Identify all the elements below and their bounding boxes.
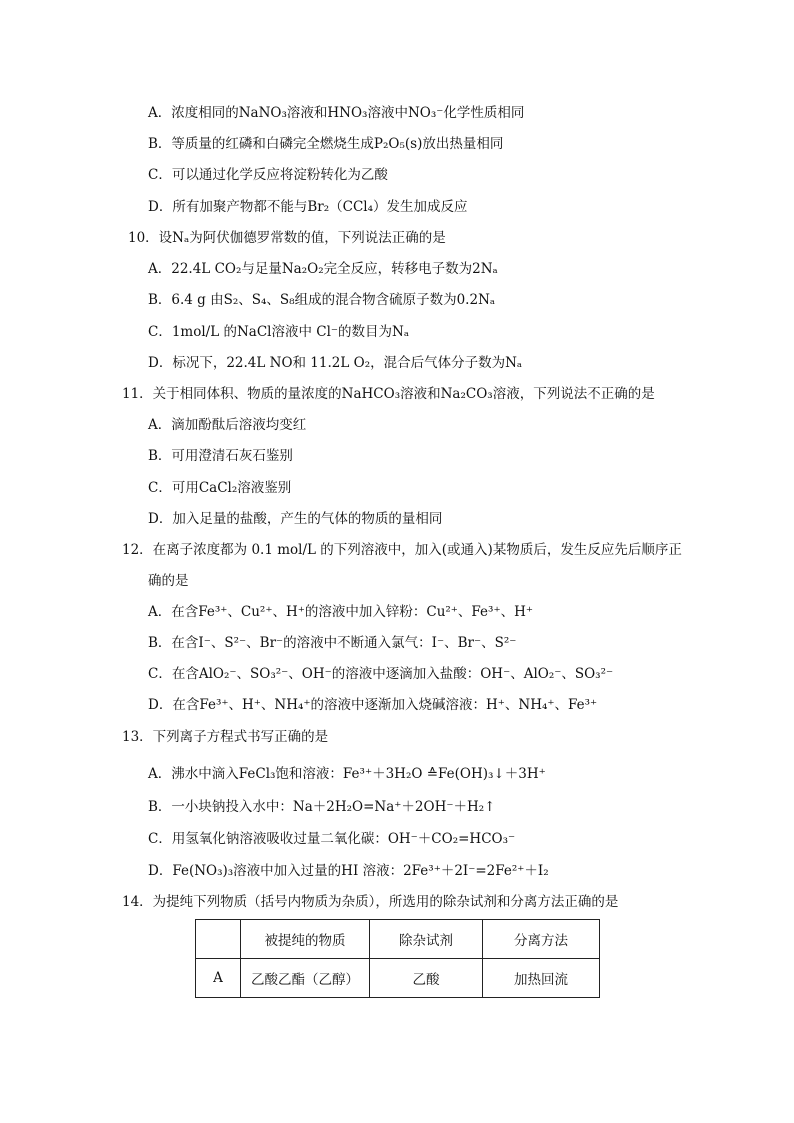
q12-option-b: B．在含I⁻、S²⁻、Br⁻的溶液中不断通入氯气：I⁻、Br⁻、S²⁻ — [148, 635, 517, 651]
q11-stem: 11．关于相同体积、物质的量浓度的NaHCO₃溶液和Na₂CO₃溶液，下列说法不正确的是 — [122, 386, 655, 402]
q9-option-d: D．所有加聚产物都不能与Br₂（CCl₄）发生加成反应 — [148, 199, 468, 215]
q10-option-a: A．22.4L CO₂与足量Na₂O₂完全反应，转移电子数为2Nₐ — [148, 261, 498, 277]
q11-option-b: B．可用澄清石灰石鉴别 — [148, 448, 293, 464]
q14-stem: 14．为提纯下列物质（括号内物质为杂质），所选用的除杂试剂和分离方法正确的是 — [122, 894, 619, 910]
table-header-cell: 分离方法 — [483, 920, 600, 959]
table-cell: 乙酸乙酯（乙醇） — [241, 959, 370, 998]
q12-stem: 12．在离子浓度都为 0.1 mol/L 的下列溶液中，加入(或通入)某物质后，发生反应先后顺序正 — [122, 542, 682, 558]
table-cell: 乙酸 — [370, 959, 483, 998]
q13-option-a: A．沸水中滴入FeCl₃饱和溶液：Fe³⁺＋3H₂O ≙Fe(OH)₃↓＋3H⁺ — [148, 766, 546, 782]
q14-table — [195, 919, 600, 998]
q11-option-a: A．滴加酚酞后溶液均变红 — [148, 417, 307, 433]
q11-option-d: D．加入足量的盐酸，产生的气体的物质的量相同 — [148, 511, 443, 527]
q10-option-c: C．1mol/L 的NaCl溶液中 Cl⁻的数目为Nₐ — [148, 324, 410, 340]
q9-option-a: A．浓度相同的NaNO₃溶液和HNO₃溶液中NO₃⁻化学性质相同 — [148, 105, 525, 121]
table-header-cell: 除杂试剂 — [370, 920, 483, 959]
table-cell: 加热回流 — [483, 959, 600, 998]
q10-stem: 10．设Nₐ为阿伏伽德罗常数的值，下列说法正确的是 — [128, 230, 446, 246]
table-header-cell — [196, 920, 241, 959]
table-header-cell: 被提纯的物质 — [241, 920, 370, 959]
q12-option-d: D．在含Fe³⁺、H⁺、NH₄⁺的溶液中逐渐加入烧碱溶液：H⁺、NH₄⁺、Fe³⁺ — [148, 697, 598, 713]
q10-option-b: B．6.4 g 由S₂、S₄、S₈组成的混合物含硫原子数为0.2Nₐ — [148, 292, 496, 308]
table-cell: A — [196, 959, 241, 998]
q9-option-c: C．可以通过化学反应将淀粉转化为乙酸 — [148, 167, 388, 183]
table-row — [196, 959, 600, 998]
q11-option-c: C．可用CaCl₂溶液鉴别 — [148, 480, 292, 496]
q10-option-d: D．标况下，22.4L NO和 11.2L O₂，混合后气体分子数为Nₐ — [148, 355, 523, 371]
q12-option-a: A．在含Fe³⁺、Cu²⁺、H⁺的溶液中加入锌粉：Cu²⁺、Fe³⁺、H⁺ — [148, 604, 533, 620]
q12-option-c: C．在含AlO₂⁻、SO₃²⁻、OH⁻的溶液中逐滴加入盐酸：OH⁻、AlO₂⁻、SO₃²⁻ — [148, 666, 614, 682]
q9-option-b: B．等质量的红磷和白磷完全燃烧生成P₂O₅(s)放出热量相同 — [148, 136, 504, 152]
q13-stem: 13．下列离子方程式书写正确的是 — [122, 729, 329, 745]
q13-option-b: B．一小块钠投入水中：Na＋2H₂O=Na⁺＋2OH⁻＋H₂↑ — [148, 799, 496, 815]
table-header-row — [196, 920, 600, 959]
q13-option-d: D．Fe(NO₃)₃溶液中加入过量的HI 溶液：2Fe³⁺＋2I⁻=2Fe²⁺＋I₂ — [148, 863, 549, 879]
q13-option-c: C．用氢氧化钠溶液吸收过量二氧化碳：OH⁻＋CO₂=HCO₃⁻ — [148, 831, 516, 847]
q12-stem-continued: 确的是 — [148, 573, 189, 589]
